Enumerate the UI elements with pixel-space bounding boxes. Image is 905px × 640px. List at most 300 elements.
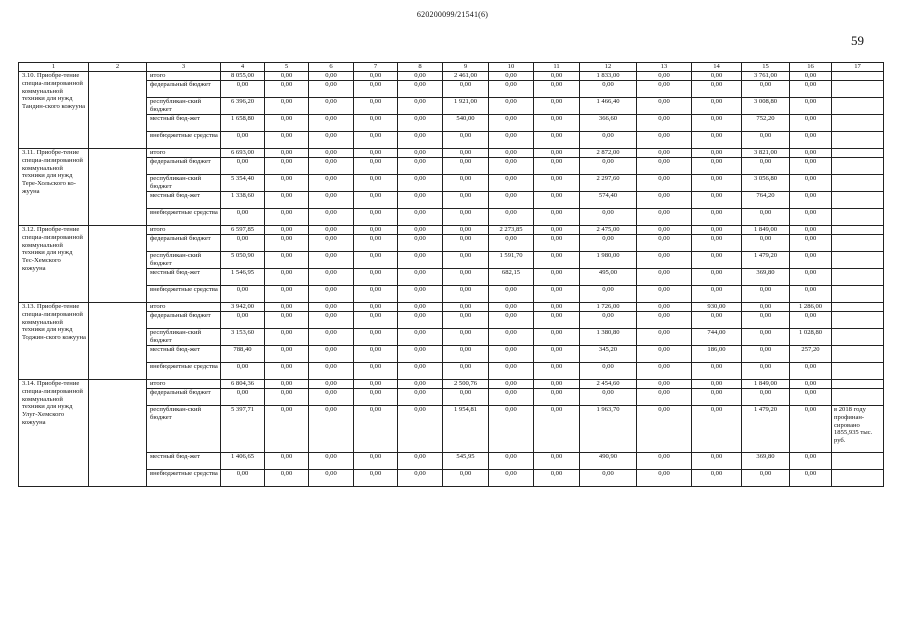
amount-cell: 2 475,00 bbox=[580, 226, 637, 235]
amount-cell: 0,00 bbox=[398, 175, 443, 192]
amount-cell: 0,00 bbox=[489, 389, 534, 406]
amount-cell: 0,00 bbox=[489, 235, 534, 252]
amount-cell: 0,00 bbox=[692, 72, 742, 81]
amount-cell: 0,00 bbox=[489, 380, 534, 389]
amount-cell: 6 597,85 bbox=[221, 226, 265, 235]
table-row bbox=[19, 81, 884, 98]
amount-cell: 0,00 bbox=[692, 286, 742, 303]
note-cell bbox=[832, 286, 884, 303]
amount-cell: 0,00 bbox=[309, 329, 354, 346]
amount-cell: 0,00 bbox=[790, 209, 832, 226]
funding-source-cell: республикан-ский бюджет bbox=[147, 406, 221, 453]
table-row bbox=[19, 303, 884, 312]
amount-cell: 0,00 bbox=[580, 389, 637, 406]
amount-cell: 1 980,00 bbox=[580, 252, 637, 269]
amount-cell: 0,00 bbox=[443, 470, 489, 487]
note-cell bbox=[832, 380, 884, 389]
amount-cell: 0,00 bbox=[534, 98, 580, 115]
table-row bbox=[19, 226, 884, 235]
amount-cell: 0,00 bbox=[309, 389, 354, 406]
amount-cell: 0,00 bbox=[398, 453, 443, 470]
funding-source-cell: федеральный бюджет bbox=[147, 312, 221, 329]
amount-cell: 6 396,20 bbox=[221, 98, 265, 115]
amount-cell: 682,15 bbox=[489, 269, 534, 286]
amount-cell: 0,00 bbox=[790, 72, 832, 81]
amount-cell: 0,00 bbox=[309, 81, 354, 98]
amount-cell: 0,00 bbox=[742, 346, 790, 363]
amount-cell: 0,00 bbox=[637, 269, 692, 286]
amount-cell: 574,40 bbox=[580, 192, 637, 209]
amount-cell: 0,00 bbox=[489, 470, 534, 487]
amount-cell: 0,00 bbox=[309, 286, 354, 303]
amount-cell: 0,00 bbox=[354, 98, 398, 115]
amount-cell: 0,00 bbox=[534, 453, 580, 470]
amount-cell: 5 397,71 bbox=[221, 406, 265, 453]
funding-source-cell: республикан-ский бюджет bbox=[147, 98, 221, 115]
amount-cell: 0,00 bbox=[742, 329, 790, 346]
amount-cell: 0,00 bbox=[534, 115, 580, 132]
amount-cell: 0,00 bbox=[534, 175, 580, 192]
amount-cell: 0,00 bbox=[534, 286, 580, 303]
amount-cell: 1 479,20 bbox=[742, 406, 790, 453]
amount-cell: 0,00 bbox=[398, 312, 443, 329]
amount-cell: 0,00 bbox=[354, 286, 398, 303]
amount-cell: 0,00 bbox=[221, 312, 265, 329]
amount-cell: 0,00 bbox=[398, 269, 443, 286]
amount-cell: 0,00 bbox=[398, 363, 443, 380]
amount-cell: 0,00 bbox=[443, 286, 489, 303]
table-row bbox=[19, 252, 884, 269]
amount-cell: 0,00 bbox=[637, 380, 692, 389]
amount-cell: 0,00 bbox=[354, 312, 398, 329]
amount-cell: 1 338,60 bbox=[221, 192, 265, 209]
amount-cell: 540,00 bbox=[443, 115, 489, 132]
note-cell bbox=[832, 252, 884, 269]
amount-cell: 0,00 bbox=[534, 209, 580, 226]
amount-cell: 0,00 bbox=[692, 269, 742, 286]
amount-cell: 0,00 bbox=[637, 470, 692, 487]
amount-cell: 0,00 bbox=[790, 380, 832, 389]
amount-cell: 0,00 bbox=[221, 470, 265, 487]
funding-source-cell: местный бюд-жет bbox=[147, 269, 221, 286]
amount-cell: 0,00 bbox=[443, 303, 489, 312]
note-cell bbox=[832, 175, 884, 192]
amount-cell: 1 546,95 bbox=[221, 269, 265, 286]
amount-cell: 6 804,36 bbox=[221, 380, 265, 389]
amount-cell: 3 008,80 bbox=[742, 98, 790, 115]
amount-cell: 1 963,70 bbox=[580, 406, 637, 453]
amount-cell: 0,00 bbox=[309, 406, 354, 453]
amount-cell: 0,00 bbox=[790, 192, 832, 209]
amount-cell: 0,00 bbox=[637, 303, 692, 312]
amount-cell: 0,00 bbox=[637, 115, 692, 132]
amount-cell: 0,00 bbox=[637, 149, 692, 158]
amount-cell: 0,00 bbox=[354, 406, 398, 453]
amount-cell: 0,00 bbox=[398, 98, 443, 115]
amount-cell: 2 461,00 bbox=[443, 72, 489, 81]
note-cell: в 2018 году профинан-сировано 1855,935 тыс. руб. bbox=[832, 406, 884, 453]
amount-cell: 0,00 bbox=[534, 235, 580, 252]
amount-cell: 0,00 bbox=[265, 406, 309, 453]
amount-cell: 0,00 bbox=[692, 192, 742, 209]
amount-cell: 0,00 bbox=[354, 389, 398, 406]
amount-cell: 0,00 bbox=[790, 453, 832, 470]
amount-cell: 0,00 bbox=[265, 389, 309, 406]
amount-cell: 0,00 bbox=[443, 81, 489, 98]
amount-cell: 0,00 bbox=[790, 158, 832, 175]
amount-cell: 0,00 bbox=[265, 209, 309, 226]
executor-cell bbox=[89, 149, 147, 226]
amount-cell: 744,00 bbox=[692, 329, 742, 346]
funding-source-cell: республикан-ский бюджет bbox=[147, 252, 221, 269]
amount-cell: 490,90 bbox=[580, 453, 637, 470]
amount-cell: 0,00 bbox=[742, 209, 790, 226]
column-number-header: 1 bbox=[19, 63, 89, 72]
amount-cell: 0,00 bbox=[790, 363, 832, 380]
amount-cell: 3 821,00 bbox=[742, 149, 790, 158]
measure-name-cell: 3.11. Приобре-тение специа-лизированной коммунальной техники для нужд Тере-Хольского ко-жууна bbox=[19, 149, 89, 226]
document-code: 620200099/21541(6) bbox=[416, 10, 489, 19]
amount-cell: 0,00 bbox=[265, 303, 309, 312]
amount-cell: 0,00 bbox=[354, 269, 398, 286]
note-cell bbox=[832, 192, 884, 209]
amount-cell: 0,00 bbox=[534, 158, 580, 175]
amount-cell: 0,00 bbox=[534, 252, 580, 269]
amount-cell: 0,00 bbox=[489, 175, 534, 192]
amount-cell: 0,00 bbox=[398, 72, 443, 81]
amount-cell: 0,00 bbox=[354, 363, 398, 380]
amount-cell: 0,00 bbox=[221, 132, 265, 149]
amount-cell: 0,00 bbox=[637, 453, 692, 470]
amount-cell: 0,00 bbox=[398, 192, 443, 209]
amount-cell: 369,80 bbox=[742, 269, 790, 286]
note-cell bbox=[832, 149, 884, 158]
measure-name-cell: 3.12. Приобре-тение специа-лизированной коммунальной техники для нужд Тес-Хемского кожууна bbox=[19, 226, 89, 303]
funding-source-cell: местный бюд-жет bbox=[147, 346, 221, 363]
column-number-header: 5 bbox=[265, 63, 309, 72]
amount-cell: 1 466,40 bbox=[580, 98, 637, 115]
funding-source-cell: местный бюд-жет bbox=[147, 453, 221, 470]
amount-cell: 2 500,76 bbox=[443, 380, 489, 389]
amount-cell: 0,00 bbox=[398, 380, 443, 389]
amount-cell: 0,00 bbox=[637, 81, 692, 98]
amount-cell: 0,00 bbox=[790, 470, 832, 487]
note-cell bbox=[832, 470, 884, 487]
amount-cell: 0,00 bbox=[309, 158, 354, 175]
amount-cell: 0,00 bbox=[580, 286, 637, 303]
amount-cell: 0,00 bbox=[790, 132, 832, 149]
program-financing-table bbox=[18, 62, 884, 487]
amount-cell: 0,00 bbox=[534, 303, 580, 312]
amount-cell: 0,00 bbox=[580, 158, 637, 175]
amount-cell: 0,00 bbox=[443, 312, 489, 329]
funding-source-cell: итого bbox=[147, 303, 221, 312]
funding-source-cell: внебюджетные средства bbox=[147, 363, 221, 380]
amount-cell: 0,00 bbox=[354, 132, 398, 149]
amount-cell: 0,00 bbox=[265, 329, 309, 346]
amount-cell: 0,00 bbox=[265, 312, 309, 329]
amount-cell: 0,00 bbox=[692, 252, 742, 269]
amount-cell: 0,00 bbox=[265, 81, 309, 98]
table-row bbox=[19, 269, 884, 286]
amount-cell: 0,00 bbox=[790, 98, 832, 115]
funding-source-cell: федеральный бюджет bbox=[147, 158, 221, 175]
funding-source-cell: итого bbox=[147, 380, 221, 389]
amount-cell: 0,00 bbox=[637, 226, 692, 235]
funding-source-cell: федеральный бюджет bbox=[147, 235, 221, 252]
amount-cell: 0,00 bbox=[354, 380, 398, 389]
amount-cell: 0,00 bbox=[692, 209, 742, 226]
amount-cell: 0,00 bbox=[398, 226, 443, 235]
amount-cell: 0,00 bbox=[742, 389, 790, 406]
amount-cell: 0,00 bbox=[692, 453, 742, 470]
amount-cell: 0,00 bbox=[354, 175, 398, 192]
amount-cell: 0,00 bbox=[534, 269, 580, 286]
amount-cell: 0,00 bbox=[637, 312, 692, 329]
amount-cell: 0,00 bbox=[309, 226, 354, 235]
column-number-header: 11 bbox=[534, 63, 580, 72]
amount-cell: 0,00 bbox=[742, 303, 790, 312]
amount-cell: 186,00 bbox=[692, 346, 742, 363]
amount-cell: 0,00 bbox=[309, 192, 354, 209]
amount-cell: 0,00 bbox=[265, 470, 309, 487]
note-cell bbox=[832, 81, 884, 98]
amount-cell: 0,00 bbox=[443, 269, 489, 286]
funding-source-cell: внебюджетные средства bbox=[147, 286, 221, 303]
amount-cell: 0,00 bbox=[354, 149, 398, 158]
amount-cell: 0,00 bbox=[489, 363, 534, 380]
amount-cell: 0,00 bbox=[398, 132, 443, 149]
amount-cell: 0,00 bbox=[534, 192, 580, 209]
amount-cell: 0,00 bbox=[398, 470, 443, 487]
amount-cell: 0,00 bbox=[742, 158, 790, 175]
amount-cell: 0,00 bbox=[309, 346, 354, 363]
amount-cell: 0,00 bbox=[534, 406, 580, 453]
amount-cell: 0,00 bbox=[265, 149, 309, 158]
amount-cell: 0,00 bbox=[354, 158, 398, 175]
amount-cell: 0,00 bbox=[637, 286, 692, 303]
amount-cell: 0,00 bbox=[534, 81, 580, 98]
column-number-header: 6 bbox=[309, 63, 354, 72]
amount-cell: 0,00 bbox=[398, 158, 443, 175]
amount-cell: 0,00 bbox=[637, 209, 692, 226]
amount-cell: 1 726,00 bbox=[580, 303, 637, 312]
amount-cell: 0,00 bbox=[443, 346, 489, 363]
amount-cell: 0,00 bbox=[443, 175, 489, 192]
amount-cell: 0,00 bbox=[354, 115, 398, 132]
amount-cell: 0,00 bbox=[790, 115, 832, 132]
amount-cell: 0,00 bbox=[309, 132, 354, 149]
amount-cell: 0,00 bbox=[309, 149, 354, 158]
amount-cell: 0,00 bbox=[692, 158, 742, 175]
funding-source-cell: местный бюд-жет bbox=[147, 115, 221, 132]
amount-cell: 0,00 bbox=[398, 389, 443, 406]
amount-cell: 0,00 bbox=[489, 158, 534, 175]
column-number-header: 9 bbox=[443, 63, 489, 72]
measure-name-cell: 3.10. Приобре-тение специа-лизированной коммунальной техники для нужд Тандин-ского кожууна bbox=[19, 72, 89, 149]
amount-cell: 0,00 bbox=[489, 303, 534, 312]
measure-name-cell: 3.14. Приобре-тение специа-лизированной коммунальной техники для нужд Улуг-Хемского кожууна bbox=[19, 380, 89, 487]
amount-cell: 0,00 bbox=[534, 226, 580, 235]
table-row bbox=[19, 209, 884, 226]
amount-cell: 0,00 bbox=[443, 389, 489, 406]
amount-cell: 0,00 bbox=[534, 132, 580, 149]
amount-cell: 0,00 bbox=[692, 389, 742, 406]
amount-cell: 0,00 bbox=[637, 158, 692, 175]
note-cell bbox=[832, 209, 884, 226]
amount-cell: 0,00 bbox=[309, 209, 354, 226]
column-number-row bbox=[19, 63, 884, 72]
amount-cell: 0,00 bbox=[265, 98, 309, 115]
column-number-header: 12 bbox=[580, 63, 637, 72]
amount-cell: 0,00 bbox=[265, 72, 309, 81]
executor-cell bbox=[89, 226, 147, 303]
amount-cell: 0,00 bbox=[534, 363, 580, 380]
amount-cell: 1 286,00 bbox=[790, 303, 832, 312]
amount-cell: 0,00 bbox=[489, 115, 534, 132]
amount-cell: 0,00 bbox=[637, 329, 692, 346]
amount-cell: 2 454,60 bbox=[580, 380, 637, 389]
page-number: 59 bbox=[851, 33, 864, 48]
amount-cell: 0,00 bbox=[790, 226, 832, 235]
table-row bbox=[19, 286, 884, 303]
amount-cell: 0,00 bbox=[398, 303, 443, 312]
amount-cell: 0,00 bbox=[265, 269, 309, 286]
note-cell bbox=[832, 303, 884, 312]
column-number-header: 2 bbox=[89, 63, 147, 72]
amount-cell: 0,00 bbox=[580, 132, 637, 149]
amount-cell: 0,00 bbox=[309, 363, 354, 380]
note-cell bbox=[832, 98, 884, 115]
amount-cell: 0,00 bbox=[443, 329, 489, 346]
amount-cell: 0,00 bbox=[354, 192, 398, 209]
funding-source-cell: республикан-ский бюджет bbox=[147, 175, 221, 192]
funding-source-cell: федеральный бюджет bbox=[147, 81, 221, 98]
amount-cell: 0,00 bbox=[309, 72, 354, 81]
amount-cell: 0,00 bbox=[489, 192, 534, 209]
amount-cell: 0,00 bbox=[354, 209, 398, 226]
amount-cell: 0,00 bbox=[309, 115, 354, 132]
table-row bbox=[19, 235, 884, 252]
amount-cell: 0,00 bbox=[354, 226, 398, 235]
amount-cell: 0,00 bbox=[265, 346, 309, 363]
amount-cell: 3 761,00 bbox=[742, 72, 790, 81]
amount-cell: 0,00 bbox=[790, 312, 832, 329]
funding-source-cell: итого bbox=[147, 72, 221, 81]
table-row bbox=[19, 175, 884, 192]
table-row bbox=[19, 406, 884, 453]
amount-cell: 1 833,00 bbox=[580, 72, 637, 81]
amount-cell: 0,00 bbox=[354, 470, 398, 487]
amount-cell: 1 849,00 bbox=[742, 226, 790, 235]
amount-cell: 1 406,65 bbox=[221, 453, 265, 470]
amount-cell: 0,00 bbox=[489, 72, 534, 81]
amount-cell: 0,00 bbox=[580, 81, 637, 98]
executor-cell bbox=[89, 303, 147, 380]
column-number-header: 8 bbox=[398, 63, 443, 72]
amount-cell: 0,00 bbox=[265, 132, 309, 149]
amount-cell: 0,00 bbox=[489, 209, 534, 226]
amount-cell: 0,00 bbox=[637, 389, 692, 406]
amount-cell: 0,00 bbox=[309, 380, 354, 389]
amount-cell: 366,60 bbox=[580, 115, 637, 132]
amount-cell: 0,00 bbox=[221, 363, 265, 380]
amount-cell: 0,00 bbox=[489, 453, 534, 470]
amount-cell: 0,00 bbox=[534, 329, 580, 346]
amount-cell: 0,00 bbox=[580, 235, 637, 252]
funding-source-cell: итого bbox=[147, 226, 221, 235]
note-cell bbox=[832, 72, 884, 81]
amount-cell: 0,00 bbox=[580, 363, 637, 380]
amount-cell: 0,00 bbox=[534, 312, 580, 329]
amount-cell: 0,00 bbox=[790, 252, 832, 269]
amount-cell: 1 954,81 bbox=[443, 406, 489, 453]
executor-cell bbox=[89, 380, 147, 487]
amount-cell: 0,00 bbox=[637, 235, 692, 252]
amount-cell: 0,00 bbox=[354, 303, 398, 312]
amount-cell: 752,20 bbox=[742, 115, 790, 132]
amount-cell: 495,00 bbox=[580, 269, 637, 286]
amount-cell: 0,00 bbox=[489, 81, 534, 98]
amount-cell: 0,00 bbox=[534, 389, 580, 406]
note-cell bbox=[832, 363, 884, 380]
amount-cell: 0,00 bbox=[265, 453, 309, 470]
note-cell bbox=[832, 346, 884, 363]
note-cell bbox=[832, 235, 884, 252]
amount-cell: 0,00 bbox=[443, 363, 489, 380]
amount-cell: 0,00 bbox=[265, 380, 309, 389]
amount-cell: 0,00 bbox=[354, 72, 398, 81]
table-row bbox=[19, 72, 884, 81]
amount-cell: 0,00 bbox=[398, 346, 443, 363]
amount-cell: 0,00 bbox=[692, 380, 742, 389]
amount-cell: 0,00 bbox=[443, 132, 489, 149]
amount-cell: 0,00 bbox=[398, 149, 443, 158]
table-row bbox=[19, 312, 884, 329]
amount-cell: 345,20 bbox=[580, 346, 637, 363]
amount-cell: 0,00 bbox=[443, 209, 489, 226]
table-row bbox=[19, 346, 884, 363]
amount-cell: 0,00 bbox=[489, 312, 534, 329]
amount-cell: 3 056,80 bbox=[742, 175, 790, 192]
amount-cell: 0,00 bbox=[265, 252, 309, 269]
column-number-header: 15 bbox=[742, 63, 790, 72]
note-cell bbox=[832, 115, 884, 132]
amount-cell: 0,00 bbox=[354, 453, 398, 470]
amount-cell: 0,00 bbox=[637, 72, 692, 81]
amount-cell: 0,00 bbox=[742, 312, 790, 329]
amount-cell: 0,00 bbox=[221, 81, 265, 98]
amount-cell: 0,00 bbox=[692, 226, 742, 235]
amount-cell: 930,00 bbox=[692, 303, 742, 312]
amount-cell: 0,00 bbox=[790, 286, 832, 303]
table-row bbox=[19, 389, 884, 406]
table-row bbox=[19, 453, 884, 470]
amount-cell: 0,00 bbox=[443, 192, 489, 209]
amount-cell: 0,00 bbox=[309, 312, 354, 329]
amount-cell: 0,00 bbox=[221, 209, 265, 226]
amount-cell: 764,20 bbox=[742, 192, 790, 209]
amount-cell: 1 028,80 bbox=[790, 329, 832, 346]
table-row bbox=[19, 363, 884, 380]
amount-cell: 0,00 bbox=[354, 81, 398, 98]
amount-cell: 0,00 bbox=[692, 175, 742, 192]
note-cell bbox=[832, 226, 884, 235]
amount-cell: 1 658,80 bbox=[221, 115, 265, 132]
amount-cell: 3 942,00 bbox=[221, 303, 265, 312]
amount-cell: 0,00 bbox=[692, 149, 742, 158]
amount-cell: 0,00 bbox=[398, 406, 443, 453]
